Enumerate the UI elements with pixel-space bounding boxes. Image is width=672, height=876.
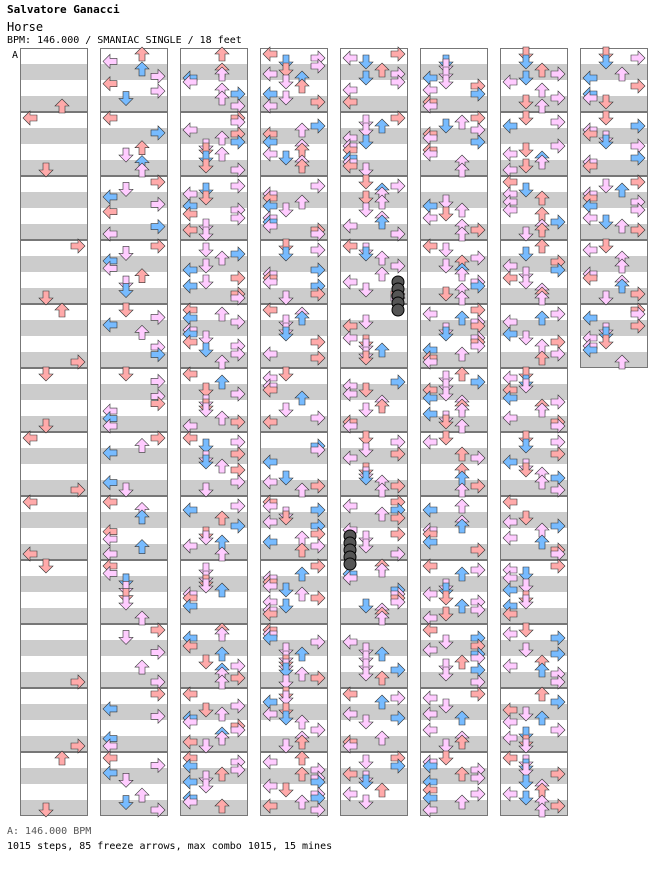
beat-stripe — [100, 160, 168, 176]
beat-stripe — [500, 240, 568, 256]
beat-stripe — [260, 160, 328, 176]
beat-stripe — [20, 192, 88, 208]
beat-stripe — [420, 464, 488, 480]
beat-stripe — [500, 288, 568, 304]
beat-stripe — [260, 320, 328, 336]
measure — [20, 752, 88, 816]
beat-stripe — [20, 704, 88, 720]
beat-stripe — [420, 736, 488, 752]
mine — [344, 558, 356, 570]
measure — [20, 48, 88, 112]
beat-stripe — [20, 688, 88, 704]
beat-stripe — [20, 640, 88, 656]
beat-stripe — [340, 608, 408, 624]
beat-stripe — [20, 448, 88, 464]
beat-stripe — [20, 608, 88, 624]
beat-stripe — [340, 352, 408, 368]
beat-stripe — [20, 80, 88, 96]
step-statistics: 1015 steps, 85 freeze arrows, max combo 1015, 15 mines — [7, 841, 333, 852]
beat-stripe — [260, 656, 328, 672]
beat-stripe — [20, 160, 88, 176]
bpm-difficulty-line: BPM: 146.000 / SMANIAC SINGLE / 18 feet — [7, 35, 242, 46]
beat-stripe — [20, 336, 88, 352]
beat-stripe — [100, 144, 168, 160]
beat-stripe — [20, 400, 88, 416]
beat-stripe — [20, 656, 88, 672]
beat-stripe — [500, 48, 568, 64]
beat-stripe — [20, 528, 88, 544]
beat-stripe — [20, 272, 88, 288]
beat-stripe — [340, 400, 408, 416]
beat-stripe — [20, 784, 88, 800]
beat-stripe — [20, 288, 88, 304]
song-title: Horse — [7, 20, 44, 34]
beat-stripe — [20, 320, 88, 336]
song-artist: Salvatore Ganacci — [7, 3, 120, 16]
beat-stripe — [20, 416, 88, 432]
beat-stripe — [100, 784, 168, 800]
beat-stripe — [20, 176, 88, 192]
beat-stripe — [180, 400, 248, 416]
beat-stripe — [20, 256, 88, 272]
beat-stripe — [340, 464, 408, 480]
beat-stripe — [20, 368, 88, 384]
beat-stripe — [20, 624, 88, 640]
beat-stripe — [20, 96, 88, 112]
measure — [340, 624, 408, 688]
beat-stripe — [20, 48, 88, 64]
bpm-marker: A — [12, 50, 19, 61]
beat-stripe — [20, 128, 88, 144]
beat-stripe — [20, 576, 88, 592]
beat-stripe — [20, 224, 88, 240]
beat-stripe — [20, 752, 88, 768]
beat-stripe — [20, 464, 88, 480]
beat-stripe — [180, 48, 248, 64]
measure — [20, 368, 88, 432]
beat-stripe — [20, 208, 88, 224]
mine — [392, 304, 404, 316]
beat-stripe — [420, 48, 488, 64]
beat-stripe — [340, 192, 408, 208]
beat-stripe — [420, 176, 488, 192]
beat-stripe — [20, 560, 88, 576]
beat-stripe — [100, 592, 168, 608]
beat-stripe — [20, 512, 88, 528]
beat-stripe — [20, 144, 88, 160]
beat-stripe — [100, 608, 168, 624]
beat-stripe — [20, 384, 88, 400]
beat-stripe — [420, 160, 488, 176]
beat-stripe — [20, 64, 88, 80]
beat-stripe — [20, 800, 88, 816]
beat-stripe — [20, 720, 88, 736]
beat-stripe — [20, 592, 88, 608]
beat-stripe — [180, 560, 248, 576]
beat-stripe — [20, 768, 88, 784]
bpm-legend: A: 146.000 BPM — [7, 826, 92, 837]
beat-stripe — [100, 288, 168, 304]
measure — [20, 560, 88, 624]
beat-stripe — [340, 800, 408, 816]
beat-stripe — [260, 736, 328, 752]
measure — [20, 176, 88, 240]
beat-stripe — [20, 304, 88, 320]
